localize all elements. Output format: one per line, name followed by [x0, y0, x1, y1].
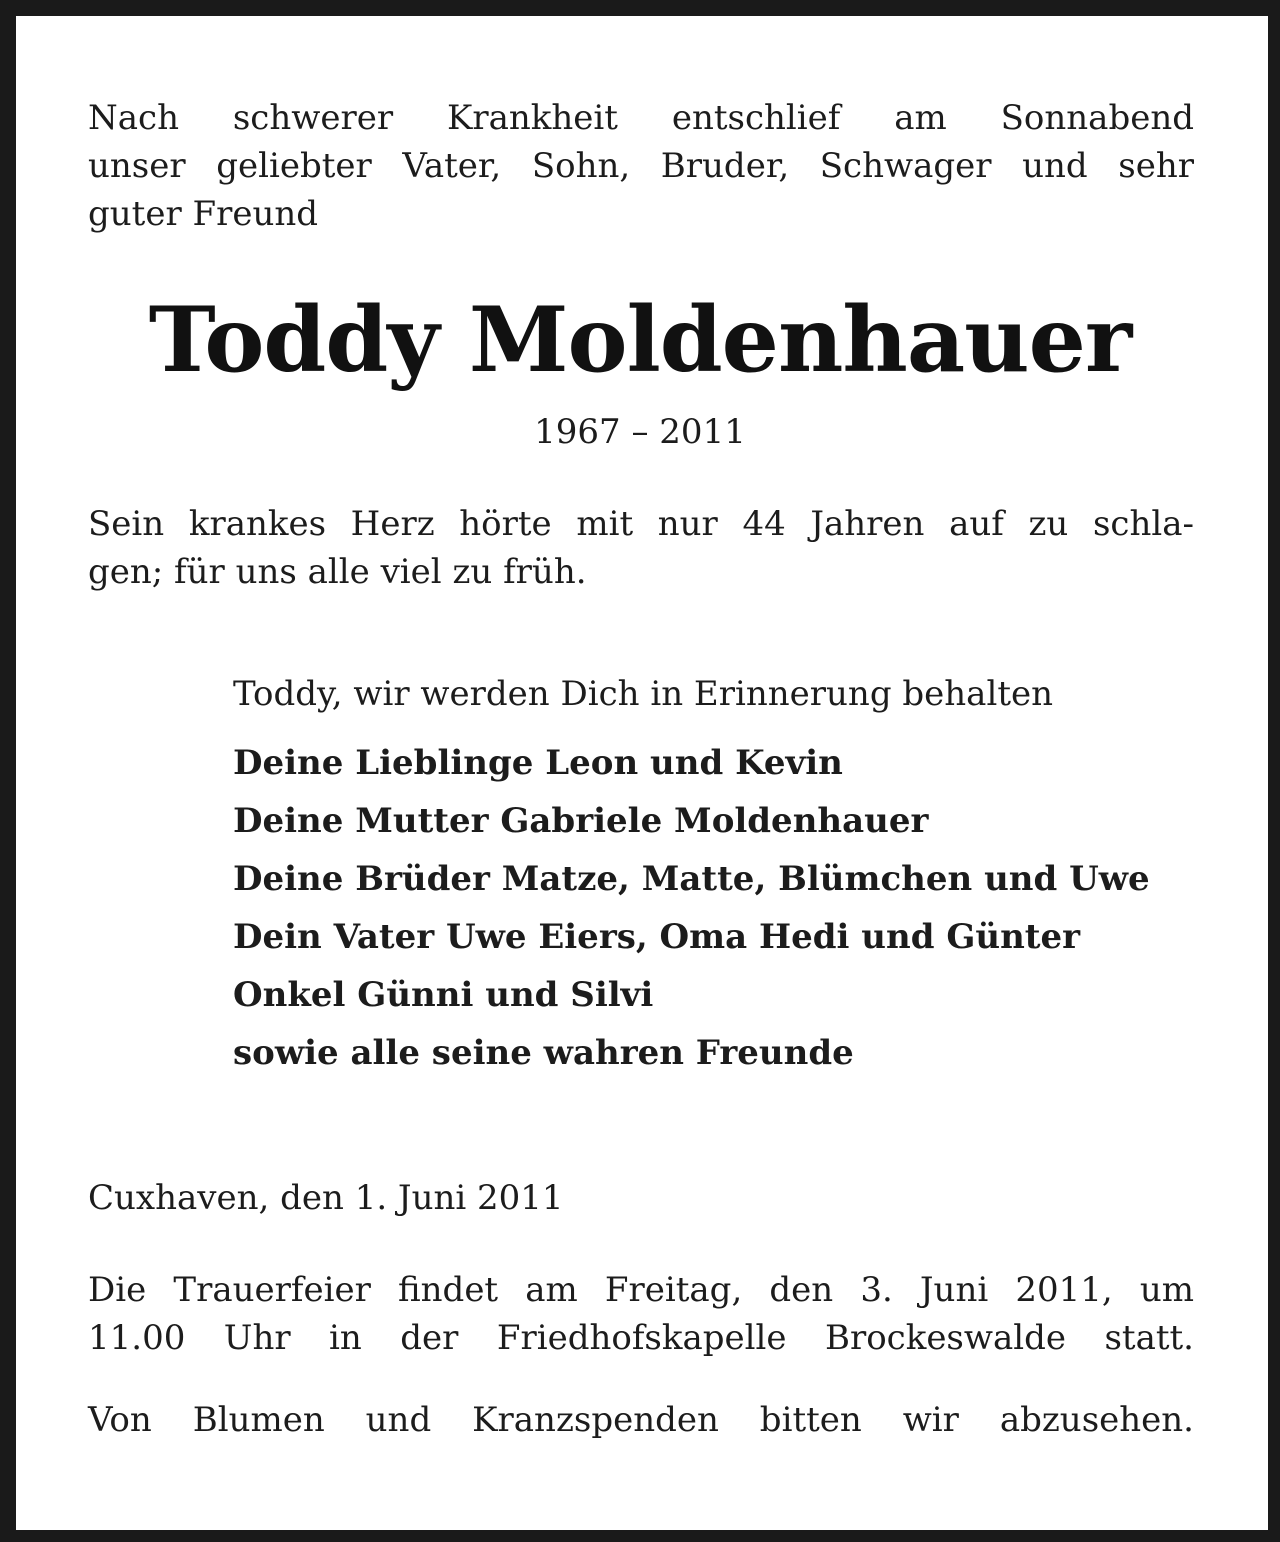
- mourner-line: sowie alle seine wahren Freunde: [233, 1033, 854, 1073]
- tribute-line-1: Sein krankes Herz hörte mit nur 44 Jahren auf zu schla-: [88, 504, 1194, 544]
- place-date: Cuxhaven, den 1. Juni 2011: [88, 1178, 564, 1218]
- intro-line-3: guter Freund: [88, 194, 319, 234]
- life-years: 1967 – 2011: [534, 412, 746, 452]
- flowers-note: Von Blumen und Kranzspenden bitten wir abzusehen.: [88, 1400, 1194, 1440]
- mourner-line: Onkel Günni und Silvi: [233, 975, 654, 1015]
- intro-line-1: Nach schwerer Krankheit entschlief am Sonnabend: [88, 98, 1194, 138]
- mourner-line: Deine Lieblinge Leon und Kevin: [233, 743, 843, 783]
- intro-line-2: unser geliebter Vater, Sohn, Bruder, Schwager und sehr: [88, 146, 1194, 186]
- mourner-line: Deine Mutter Gabriele Moldenhauer: [233, 801, 929, 841]
- funeral-line-1: Die Trauerfeier findet am Freitag, den 3. Juni 2011, um: [88, 1270, 1194, 1310]
- deceased-name: Toddy Moldenhauer: [148, 287, 1132, 393]
- mourner-line: Deine Brüder Matze, Matte, Blümchen und Uwe: [233, 859, 1150, 899]
- tribute-line-2: gen; für uns alle viel zu früh.: [88, 552, 587, 592]
- mourner-line: Dein Vater Uwe Eiers, Oma Hedi und Günter: [233, 917, 1081, 957]
- remembrance-line: Toddy, wir werden Dich in Erinnerung behalten: [233, 674, 1054, 714]
- funeral-line-2: 11.00 Uhr in der Friedhofskapelle Brockeswalde statt.: [88, 1318, 1194, 1358]
